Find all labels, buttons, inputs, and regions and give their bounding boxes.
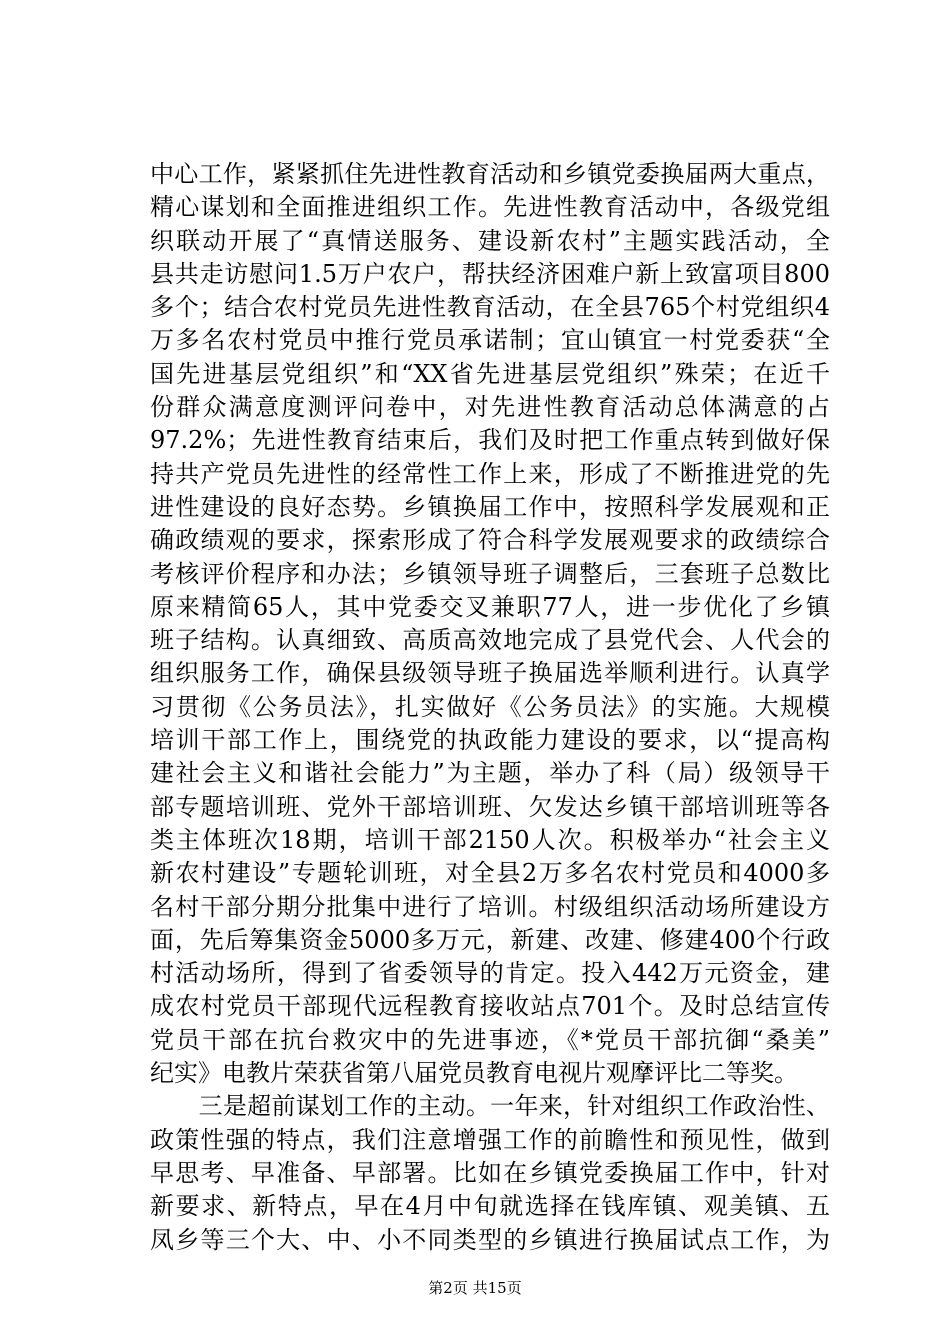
text-line: 中心工作，紧紧抓住先进性教育活动和乡镇党委换届两大重点， [150, 160, 830, 188]
text-line: 新要求、新特点，早在4月中旬就选择在钱库镇、观美镇、五 [150, 1192, 830, 1221]
text-line: 班子结构。认真细致、高质高效地完成了县党代会、人代会的 [150, 626, 830, 655]
text-line: 97.2%；先进性教育结束后，我们及时把工作重点转到做好保 [150, 426, 830, 455]
text-line: 三是超前谋划工作的主动。一年来，针对组织工作政治性、 [150, 1092, 830, 1121]
text-line: 考核评价程序和办法；乡镇领导班子调整后，三套班子总数比 [150, 559, 830, 588]
text-line: 政策性强的特点，我们注意增强工作的前瞻性和预见性，做到 [150, 1125, 830, 1154]
text-line: 成农村党员干部现代远程教育接收站点701个。及时总结宣传 [150, 992, 830, 1021]
text-line: 习贯彻《公务员法》，扎实做好《公务员法》的实施。大规模 [150, 692, 830, 721]
text-line: 凤乡等三个大、中、小不同类型的乡镇进行换届试点工作，为 [150, 1225, 830, 1254]
text-line: 建社会主义和谐社会能力”为主题，举办了科（局）级领导干 [150, 759, 830, 788]
text-line: 党员干部在抗台救灾中的先进事迹，《*党员干部抗御“桑美” [150, 1025, 830, 1054]
text-line: 原来精简65人，其中党委交叉兼职77人，进一步优化了乡镇 [150, 592, 830, 621]
text-line: 国先进基层党组织”和“XX省先进基层党组织”殊荣；在近千 [150, 359, 830, 388]
page-footer [0, 1278, 950, 1298]
body-text [150, 158, 830, 1257]
text-line: 面，先后筹集资金5000多万元，新建、改建、修建400个行政 [150, 925, 830, 954]
text-line: 早思考、早准备、早部署。比如在乡镇党委换届工作中，针对 [150, 1158, 830, 1187]
text-line: 县共走访慰问1.5万户农户，帮扶经济困难户新上致富项目800 [150, 259, 830, 288]
text-line: 村活动场所，得到了省委领导的肯定。投入442万元资金，建 [150, 959, 830, 988]
text-line: 持共产党员先进性的经常性工作上来，形成了不断推进党的先 [150, 459, 830, 488]
text-line: 培训干部工作上，围绕党的执政能力建设的要求，以“提高构 [150, 726, 830, 755]
text-line: 进性建设的良好态势。乡镇换届工作中，按照科学发展观和正 [150, 492, 830, 521]
text-line: 部专题培训班、党外干部培训班、欠发达乡镇干部培训班等各 [150, 792, 830, 821]
text-line: 组织服务工作，确保县级领导班子换届选举顺利进行。认真学 [150, 659, 830, 688]
text-line: 新农村建设”专题轮训班，对全县2万多名农村党员和4000多 [150, 859, 830, 888]
text-line: 类主体班次18期，培训干部2150人次。积极举办“社会主义 [150, 825, 830, 854]
page-number: 第2页 共15页 [428, 1279, 522, 1297]
text-line: 精心谋划和全面推进组织工作。先进性教育活动中，各级党组 [150, 193, 830, 222]
text-line: 纪实》电教片荣获省第八届党员教育电视片观摩评比二等奖。 [150, 1059, 798, 1088]
text-line: 织联动开展了“真情送服务、建设新农村”主题实践活动，全 [150, 226, 830, 255]
text-line: 多个；结合农村党员先进性教育活动，在全县765个村党组织4 [150, 293, 830, 322]
text-line: 份群众满意度测评问卷中，对先进性教育活动总体满意的占 [150, 393, 830, 422]
text-line: 名村干部分期分批集中进行了培训。村级组织活动场所建设方 [150, 892, 830, 921]
text-line: 确政绩观的要求，探索形成了符合科学发展观要求的政绩综合 [150, 526, 830, 555]
text-line: 万多名农村党员中推行党员承诺制；宜山镇宜一村党委获“全 [150, 326, 830, 355]
